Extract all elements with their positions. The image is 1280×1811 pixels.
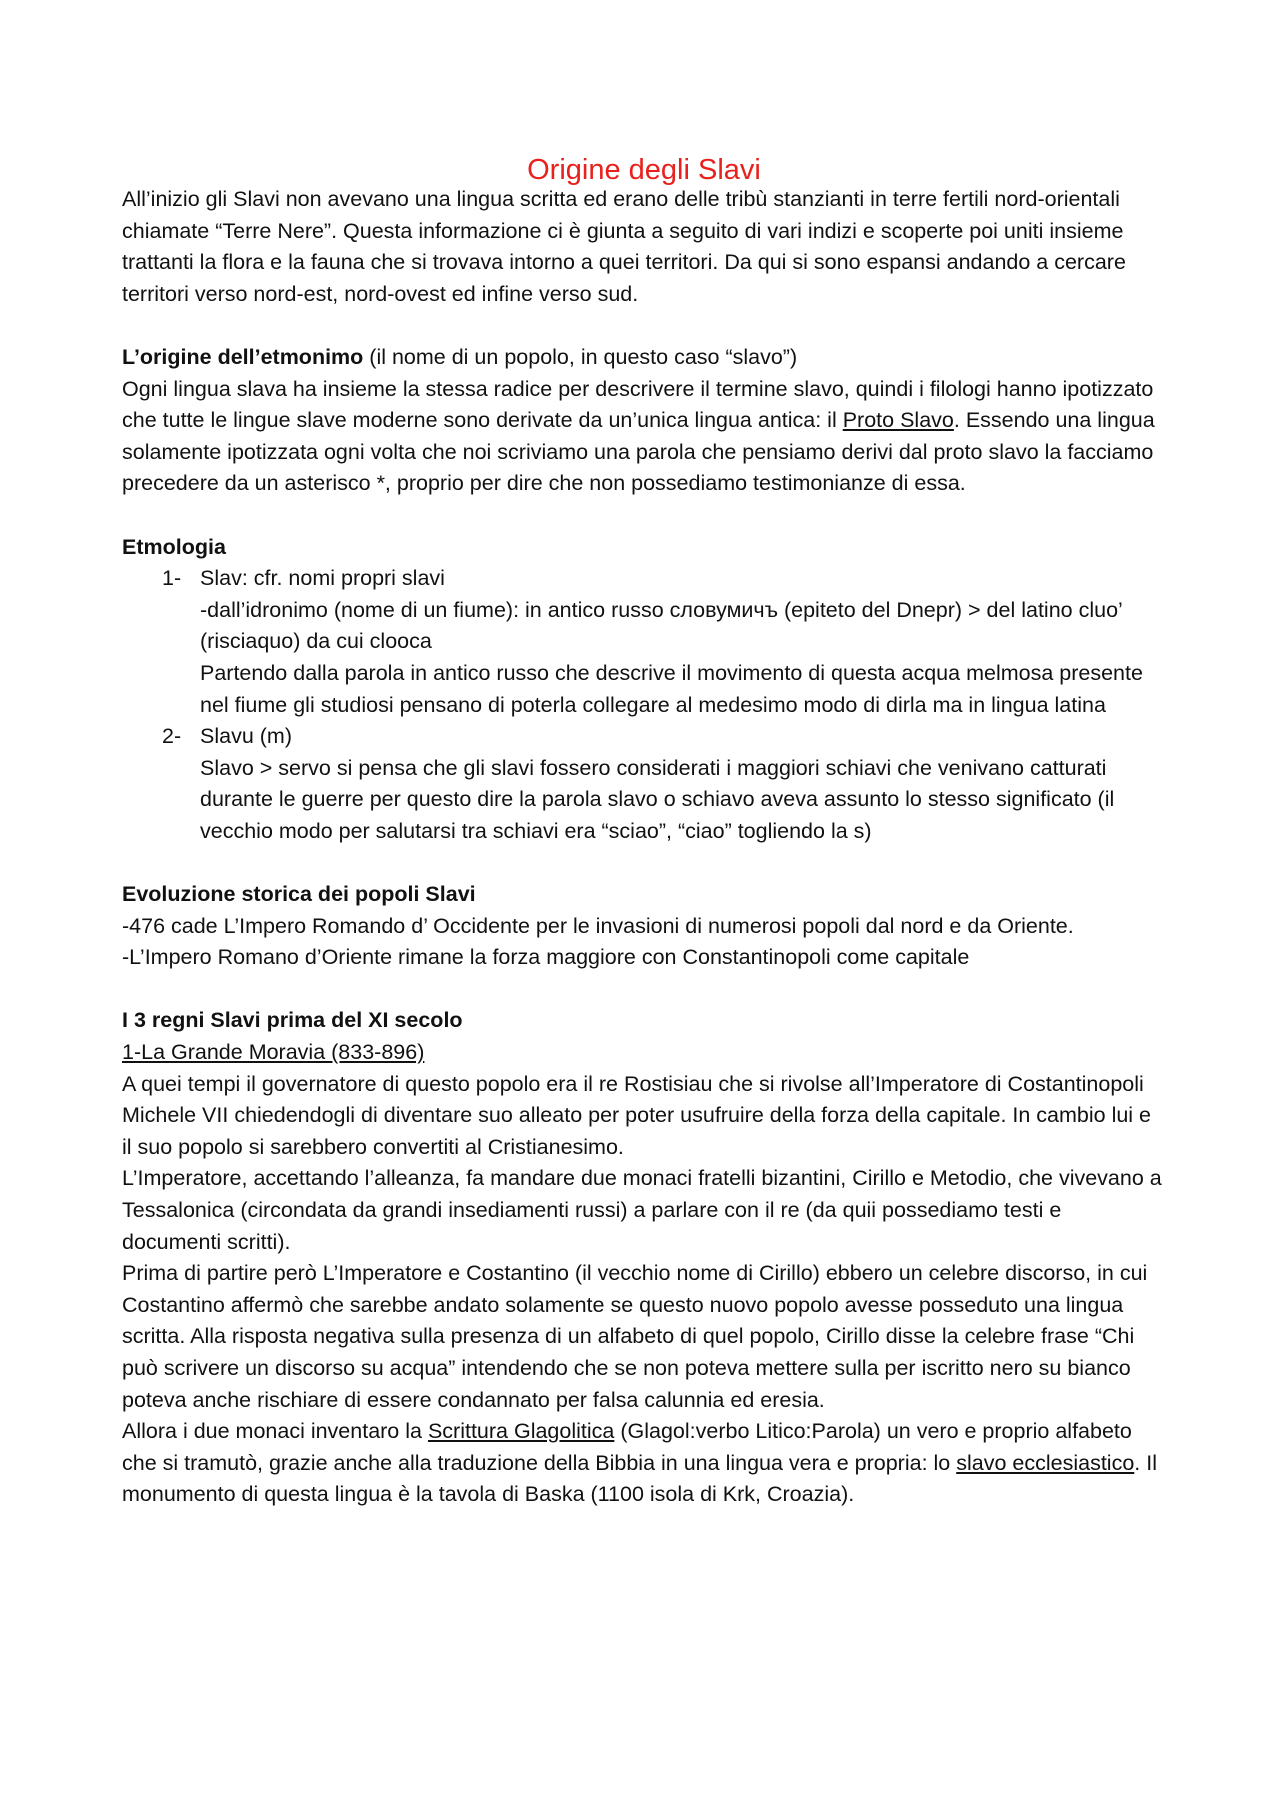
- scrittura-glagolitica-link: Scrittura Glagolitica: [427, 1419, 615, 1444]
- evoluzione-line: -L’Impero Romano d’Oriente rimane la forza maggiore con Constantinopoli come capitale: [122, 945, 970, 970]
- regni-p4-text-b: (Glagol:verbo Litico:Parola) un vero e proprio alfabeto che si tramutò, grazie anche alla traduzione della Bibbia in una lingua vera e propria: lo: [122, 1419, 1132, 1475]
- list-number: 2-: [162, 724, 182, 749]
- slavo-ecclesiastico-link: slavo ecclesiastico: [956, 1450, 1135, 1475]
- evoluzione-line: -476 cade L’Impero Romando d’ Occidente per le invasioni di numerosi popoli dal nord e da Oriente.: [122, 913, 1074, 938]
- etmonimo-text-after: . Essendo una lingua solamente ipotizzata ogni volta che noi scriviamo una parola che pensiamo derivi dal proto slavo la facciamo precedere da un asterisco *, proprio per dire che non possediamo testimonianze di essa.: [122, 408, 1155, 496]
- regni-paragraph-2: L’Imperatore, accettando l’alleanza, fa mandare due monaci fratelli bizantini, Cirillo e Metodio, che vivevano a Tessalonica (circondata da grandi insediamenti russi) a parlare con il re (da quii possediamo testi e documenti scritti).: [122, 1166, 1162, 1254]
- spacer: [122, 500, 1166, 532]
- regni-paragraph-1: A quei tempi il governatore di questo popolo era il re Rostisiau che si rivolse all’Imperatore di Costantinopoli Michele VII chiedendogli di diventare suo alleato per poter usufruire della forza della capitale. In cambio lui e il suo popolo si sarebbero convertiti al Cristianesimo.: [122, 1071, 1152, 1159]
- proto-slavo-link: Proto Slavo: [842, 408, 954, 433]
- spacer: [122, 974, 1166, 1006]
- regni-subheading-line: [122, 1037, 1166, 1069]
- list-item-line: -dall’idronimo (nome di un fiume): in antico russo словумичъ (epiteto del Dnepr) > del latino cluo’ (risciaquo) da cui clooca: [200, 597, 1123, 654]
- spacer: [122, 310, 1166, 342]
- list-item-title: Slav: cfr. nomi propri slavi: [200, 566, 445, 591]
- regni-paragraph-4: [122, 1416, 1166, 1511]
- document-title: Origine degli Slavi: [527, 154, 761, 186]
- list-number: 1-: [162, 566, 182, 591]
- list-item-line: Slavo > servo si pensa che gli slavi fossero considerati i maggiori schiavi che venivano catturati durante le guerre per questo dire la parola slavo o schiavo aveva assunto lo stesso significato (il vecchio modo per salutarsi tra schiavi era “sciao”, “ciao” togliendo la s): [200, 755, 1115, 843]
- list-item-line: Partendo dalla parola in antico russo che descrive il movimento di questa acqua melmosa presente nel fiume gli studiosi pensano di poterla collegare al medesimo modo di dirla ma in lingua latina: [200, 660, 1143, 717]
- regni-paragraph-3: Prima di partire però L’Imperatore e Costantino (il vecchio nome di Cirillo) ebbero un celebre discorso, in cui Costantino affermò che sarebbe andato solamente se questo nuovo popolo avesse posseduto una lingua scritta. Alla risposta negativa sulla presenza di un alfabeto di quel popolo, Cirillo disse la celebre frase “Chi può scrivere un discorso su acqua” intendendo che se non poteva mettere sulla per iscritto nero su bianco poteva anche rischiare di essere condannato per falsa calunnia ed eresia.: [122, 1261, 1148, 1412]
- list-item-title: Slavu (m): [200, 724, 292, 749]
- etmologia-heading: Etmologia: [122, 534, 226, 559]
- moravia-subheading: 1-La Grande Moravia (833-896): [122, 1040, 425, 1065]
- intro-paragraph: All’inizio gli Slavi non avevano una lingua scritta ed erano delle tribù stanzianti in terre fertili nord-orientali chiamate “Terre Nere”. Questa informazione ci è giunta a seguito di vari indizi e scoperte poi uniti insieme trattanti la flora e la fauna che si trovava intorno a quei territori. Da qui si sono espansi andando a cercare territori verso nord-est, nord-ovest ed infine verso sud.: [122, 187, 1126, 306]
- list-item: [122, 721, 1166, 847]
- etmonimo-text-before: Ogni lingua slava ha insieme la stessa radice per descrivere il termine slavo, quindi i filologi hanno ipotizzato che tutte le lingue slave moderne sono derivate da un’unica lingua antica: il: [122, 376, 1154, 433]
- evoluzione-heading: Evoluzione storica dei popoli Slavi: [122, 882, 476, 907]
- etmonimo-heading-note: (il nome di un popolo, in questo caso “slavo”): [363, 344, 798, 369]
- regni-p4-text-c: . Il monumento di questa lingua è la tavola di Baska (1100 isola di Krk, Croazia).: [122, 1450, 1157, 1507]
- regni-heading: I 3 regni Slavi prima del XI secolo: [122, 1008, 463, 1033]
- list-item: [122, 563, 1166, 721]
- regni-p4-text-a: Allora i due monaci inventaro la: [122, 1419, 428, 1444]
- etmonimo-heading-line: [122, 342, 1166, 374]
- etmonimo-paragraph: [122, 374, 1166, 500]
- spacer: [122, 847, 1166, 879]
- etmonimo-heading: L’origine dell’etmonimo: [122, 344, 364, 369]
- etmologia-list: [122, 563, 1166, 847]
